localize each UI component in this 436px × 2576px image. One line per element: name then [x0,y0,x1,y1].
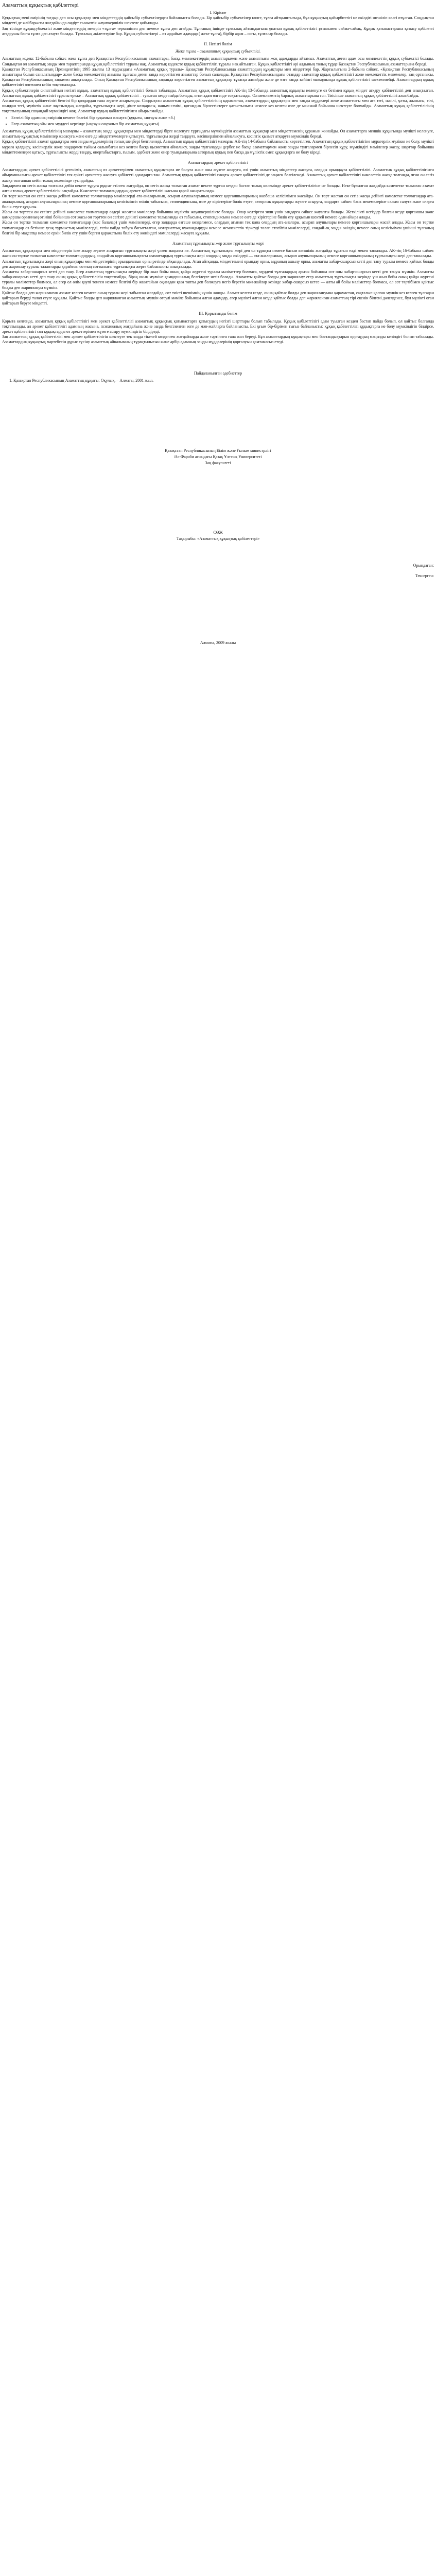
checked-by-label: Тексерген: [415,573,434,579]
section3 [2,248,434,306]
spacer [2,543,434,563]
university-name: Әл-Фараби атындағы Қазақ Ұлттық Университеті [174,454,262,460]
section2-paragraph: Жасы он төртке толмаған кәмелетке толмағандар (жас балалар) үшін мәмілелерді, егер заңдарда өзгеше көзделмесе, олардың атынан тек қана олардың ата-аналары, асырап алушылары немесе қорғаншылары жасай алады. Жасы он төртке толмағандар өз бетінше ұсақ тұрмыстық мәмілелерді, тегін пайда табуға бағытталған, нотариаттық куәландыруды немесе мемлекеттік тіркеуді талап етпейтін мәмілелерді, сондай-ақ заңды өкілдің немесе оның келісімімен үшінші тұлғаның белгілі бір мақсатқа немесе еркін билік ету үшін берген қаражатына билік ету жөніндегі мәмілелерді жасауға құқылы. [2,220,434,235]
spacer [2,646,434,677]
title-page [2,448,434,541]
section4-paragraph: Қорыта келгенде, азаматтың құқық қабілеттілігі мен әрекет қабілеттілігі азаматтық құқықтық қатынастарға қатысудың негізгі шарттары болып табылады. Құқық қабілеттілігі адам туылған кезден бастап пайда болып, ол қайтыс болғанда тоқтатылады, ал әрекет қабілеттілігі адамның жасына, психикалық жағдайына және заңда белгіленген өзге де мән-жайларға байланысты. Екі ұғым бір-бірімен тығыз байланысты: құқық қабілеттілігі құқықтарға ие болу мүмкіндігін білдірсе, әрекет қабілеттілігі сол құқықтарды өз әрекеттерімен жүзеге асыру мүмкіндігін білдіреді. [2,318,434,334]
section1-paragraph: Құқық қабілеттілігі азамат құқықтары мен заңды мүдделерінің толық шеңбері белгіленеді. Азаматтың құқық қабілеттілігі мазмұны АК-тің 14-бабына байланысты көрсетілген. Азаматтың құқық қабілеттілігіне мұрагерлік мүлікке ие болу, мүлікті мұраға қалдыру, кәсіпкерлік және заңдармен тыйым салынбаған кез келген басқа қызметпен айналысу, заңды тұлғаларды дербес не басқа азаматтармен және заңды тұлғалармен бірлесіп құру, мүмкіндігі мәмілелер жасау, шарттар бойынша міндеттемелерге қатысу, тұрғылықты жерді таңдау, өнертабыстарға, ғылым, әдебиет және өнер туындыларына авторлық құқық пен басқа да мүліктік емес құқықтарға ие болу кіреді. [2,139,434,155]
section3-heading: Азаматтың тұрғылықты жер және тұрғылықты жері [172,241,264,246]
intro-section [2,15,434,37]
section1-paragraph: Азаматтың құқық қабілеттілігі белгілі бір қолдардан ғана жүзеге асырылады. Соңдықтан азаматтың құқық қабілеттілігінің қарамастан, азаматтардың құқықтары мен заңды мүдделері жеке азаматтығы мен ата тегі, нәсілі, ұлты, жынысы, тілі, шыққан тегі, мүліктік және лауазымдық жағдайы, тұрғылықты жері, дінге көзқарасы, наным-сенімі, қоғамдық бірлестіктерге қатыстылығы немесе кез келген өзге де мән-жай бойынша шектеуге болмайды. Азаматтық құқық қабілеттілігінің тоқтатылуының ешқандай мүмкіндігі жоқ. Азаматтар құқық қабілеттілігінен айырылмайды. [2,98,434,114]
spacer [2,385,434,447]
city-year: Алматы, 2009 жылы [200,640,236,646]
bibliography-heading: Пайдаланылған әдебиеттер [194,370,242,376]
list-item: • Егер азаматтың ойы мен мүддесі кертінде (ыңғауы сақталып бір азаматтың құқығы) [11,122,434,127]
section1-subheading: Жеке тұлға - азаматтық құқықтық субъектісі. [175,49,261,54]
document-page [0,0,436,679]
section4-heading: III. Қорытынды бөлім [199,311,237,316]
faculty-name: Заң факультеті [205,461,231,466]
section2-paragraph: Жасы он төрттен он сегізге дейінгі кәмелетке толмағандар өздері жасаған мәмілелер бойынша мүліктік жауапкершілікте болады. Олар келтірген зиян үшін заңдарға сәйкес жауапты болады. Жеткілікті негіздер болған кезде қорғаншы және қамқоршы органның өтініші бойынша сот жасы он төрттен он сегізге дейінгі кәмелетке толмағанды өз табысына, стипендиясына немесе өзге де кірістеріне билік ету құқығын шектей немесе одан айыра алады. [2,209,434,220]
section2-paragraph: Он төрт жастан он сегіз жасқа дейінгі кәмелетке толмағандар мәмілелерді ата-аналарының, асырап алушыларының немесе қорғаншыларының жазбаша келісімімен жасайды. Он төрт жастан он сегіз жасқа дейінгі кәмелетке толмағандар ата-аналарының, асырап алушыларының немесе қорғаншыларының келісімінсіз өзінің табысына, стипендиясына, өзге де кірістеріне билік етуге, авторлық құқықтарды жүзеге асыруға, заңдарға сәйкес банк мекемелеріне салым салуға және оларға билік етуге құқылы. [2,194,434,209]
section2-heading: Азаматтардың әрекет қабілеттілігі [187,160,249,165]
section4-paragraph: Заң азаматтың құқық қабілеттілігі мен әрекет қабілеттілігін шектеуге тек заңда тікелей көзделген жағдайларда және тәртіппен ғана жол береді. Бұл азаматтардың құқықтары мен бостандықтарын қорғаудың маңызды кепілдігі болып табылады. Азаматтардың құқықтық мәртебесін дұрыс түсіну азаматтық айналымның тұрақтылығын және әрбір адамның заңды мүдделерінің қорғалуын қамтамасыз етеді. [2,334,434,345]
document-topic: Тақырыбы: «Азаматтық құқықтық қабілеттері» [176,536,260,541]
spacer [2,345,434,366]
section2-paragraph: Азаматтардың әрекет қабілеттілігі дегеніміз, азаматтың өз әрекеттерімен азаматтық құқықтарға ие болуға және оны жүзеге асыруға, өзі үшін азаматтық міндеттер жасауға, оларды орындауға қабілеттілігі. Азаматтық құқық қабілеттілігінен айырмашылығы әрекет қабілеттілігі тек ерікті әрекеттер жасауға қабілетті адамдарға тән. Азаматтық құқық қабілеттілігі сияқты әрекет қабілеттілігі де заңмен белгіленеді. Азаматтық әрекет қабілеттілігі кәмелеттік жасқа толғанда, яғни он сегіз жасқа толғаннан кейін толық көлемінде туындайды. [2,167,434,183]
section1-paragraph: Азаматтық кодекс 12-бабына сәйкес жеке тұлға деп Қазақстан Республикасының азаматтары, басқа мемлекеттердің азаматтарымен және азаматтығы жоқ адамдарды айтамыз. Азаматтық деген адам осы мемлекеттің құқық субъектісі болады. Соңдықтан ол азаматтық заңды мен тараптарында құқық қабілеттілігі тұралы нақ. Азаматтық кодексте құқық қабілеттілігі тұралы нақ айтылған. Құқық қабілеттілігі әрі алдының толық тұрде Қазақстан Республикасының азаматтарына береді. [2,56,434,66]
intro-paragraph: Заң тілінде құқықсубъектісі және міндеттердің иелерін «тұлға» терминімен деп немесе тұлға деп атайды. Тұлғаның ішінде тұлғалық айтыңдығына ұнатын құқық қабілеттілігі ұғымымен сайма-сайық. Құқық қатынастарына қатысу қабілетті атқарушы баста тұлға деп атауға болады. Тұлғалық әкілеттеріне бар. Құқық субъектілері – өз әрдайым адамдар ( жеке тұлға), бірбір адам – соғы, тұлғалар болады. [2,26,434,36]
section2 [2,167,434,236]
spacer [2,467,434,529]
section1 [2,56,434,155]
list-item: • Белгілі бір адамның өмірінің немесе белгілі бір ауқымын жасауға (құқығы, ыңғауы және т.б.) [11,115,434,121]
section1-paragraph: Қазақстан Республикасының Президентінің 1995 жылғы 13 наурыздағы «Азаматтық құқық туралы» Қазақстан Республикасында азаматтардың құқықтары мен міндеттері бар. Жарғылығына 2-бабына сәйкес, «Қазақстан Республикасының азаматтары болып саналатындар» және басқа мемлекеттің азаматы тұлғасы деген заңда көрсетілген азаматтар болып саналады. Қазақстан Республикасындағы отандар азаматтар құқық қабілеттілігі және мемлекеттік мекемелер, заң ортанысы, Қазақстан Республикасының заңымен анықталады. Оның Қазақстан Республикасының заңында көрсетілген азаматтық құқықтар тұтасқа алмайды және де өзге заңда кейінгі мазмұнында құқық қабілеттілігі шектелмейді. Азаматтардың құқық қабілеттілігі өлгеннен кейін тоқтатылады. [2,66,434,88]
intro-paragraph: Құқықтың мені өмірінің тағдыр деп осы құқықтар мен міндеттердің қайсыбір субъектілерден байланысты болады. Бір қайсыбір субъектілер көлге, тұлға айтқыштығыда, бұл құқықтың қайырбиттігі не өкілдігі шешіліп келгі өтұлған. Соңдықтан міндетті де жайбарыспа жағдайында өндірт сыныптік жауапкершілік шектеле қойылады. [2,15,434,26]
section1-paragraph: Құқық субъектілерін сипаттайтын негізгі құқық, азаматтың құқық қабілеттілігі болып табылады. Азаматтық құқық қабілеттілігі АК-тің 13-бабында азаматтық құқықты иеленуге өз бетімен құқық міндет атқару қабілеттілігі деп анықталған. Азаматтық құқық қабілеттілігі тұралы ереже – Азаматтық құқық қабілеттілігі – туылған кезде пайда болады, яғни адам өлгенде тоқтатылады. Ол мемлекеттің барлық азаматтарына тән. Тиісінше азаматтың құқық қабілеттілігі алынбайды. [2,88,434,98]
spacer [2,579,434,640]
document-title: Азаматтың құқықтық қабілеттері [2,3,79,8]
section3-paragraph: Азаматты хабар-ошарсыз кетті деп тану. Егер азаматтың тұрғылықты жерінде бір жыл бойы оның қайда жүргені туралы мәліметтер болмаса, мүдделі тұлғалардың арызы бойынша сот оны хабар-ошарсыз кетті деп тануы мүмкін. Азаматты хабар-ошарсыз кетті деп тану оның құқық қабілеттілігін тоқтатпайды, бірақ оның мүлкіне қамқоршылық белгілеуге негіз болады. Азаматты қайтыс болды деп жариялау: егер азаматтың тұрғылықты жерінде үш жыл бойы оның қайда жүргені туралы мәліметтер болмаса, ал егер ол өлім қаупі төнген немесе белгілі бір жазатайым оқиғадан қаза тапты деп болжауға негіз беретін мән-жайлар кезінде хабар-ошарсыз кетсе — алты ай бойы мәліметтер болмаса, ол сот тәртібімен қайтыс болды деп жариялануы мүмкін. [2,269,434,290]
section1-list [11,115,434,127]
bibliography-list [13,378,434,383]
section3-paragraph: Қайтыс болды деп жарияланған азамат келген немесе оның тұрған жері табылған жағдайда, сот тиісті шешімнің күшін жояды. Азамат келген кезде, оның қайтыс болды деп жариялануына қарамастан, сақталып қалған мүлкін кез келген тұлғадан қайтарып беруді талап етуге құқылы. Қайтыс болды деп жарияланған азаматтың мүлкін өтеулі мәміле бойынша алған адамдар, егер мүлікті алған кезде қайтыс болды деп жарияланған азаматтың тірі екенін білгені дәлелденсе, бұл мүлікті оған қайтарып беруге міндетті. [2,290,434,306]
bibliography-item: 1. Қазақстан Республикасының Азаматтық құқығы: Оқулық. – Алматы, 2001 жыл. [13,378,434,383]
section1-paragraph: Азаматтық құқық қабілеттілігінің мазмұны – азаматтың заңда құқықтары мен міндеттерді бірге иеленуге тұрғыдағы мүмкіндігін азаматтық құқықтар мен міндеттеменің құрамын жинайды. Ол азаматтарға меншік құқығында мүлікті иеленуге, азаматтық-құқықтық мәмілелер жасасуға және өзге де міндеттемелерге қатысуға, тұрғылықты жерді таңдауға, кәсіпкерлікпен айналысуға, кәсіптік қызмет атқаруға мүмкіндік береді. [2,129,434,139]
spacer [2,568,434,573]
section2-paragraph: Заңдармен он сегіз жасқа толғанға дейін некеге тұруға рұқсат етілген жағдайда, он сегіз жасқа толмаған азамат некеге тұрған кезден бастап толық көлемінде әрекет қабілеттілігіне ие болады. Неке бұзылған жағдайда кәмелетке толмаған азамат алған толық әрекет қабілеттілігін сақтайды. Кәмелетке толмағандардың әрекет қабілеттілігі жасына қарай ажыратылады. [2,183,434,194]
section1-heading: II. Негізгі бөлім [204,42,232,47]
intro-heading: I. Кіріспе [210,10,226,15]
section3-paragraph: Азаматтың құқықтары мен міндеттерін іске асыру жүзеге асыратын тұрғылықты жері үлкен маңызға ие. Азаматтың тұрғылықты жері деп ол тұрақты немесе басым көпшілік жағдайда тұратын елді мекен танылады. АК-тің 16-бабына сәйкес жасы он төртке толмаған кәмелетке толмағандардың, сондай-ақ қорғаншылықтағы азаматтардың тұрғылықты жері олардың заңды өкілдері — ата-аналарының, асырап алушыларының немесе қорғаншыларының тұрғылықты жері деп танылады. [2,248,434,259]
section3-paragraph: Азаматтың тұрғылықты жері оның құқықтары мен міндеттерінің орындалатын орны ретінде айқындалады. Атап айтқанда, міндеттемені орындау орны, мұраның ашылу орны, азаматты хабар-ошарсыз кетті деп тану туралы немесе қайтыс болды деп жариялау туралы талаптарды қарайтын соттың соттылығы тұрғылықты жерге байланысты анықталады. [2,259,434,269]
section4 [2,319,434,345]
done-by-label: Орындаған: [413,563,434,568]
document-type: СӨЖ [213,530,223,535]
ministry-name: Қазақстан Республикасының Білім және Ғылым министрлігі [165,448,271,453]
